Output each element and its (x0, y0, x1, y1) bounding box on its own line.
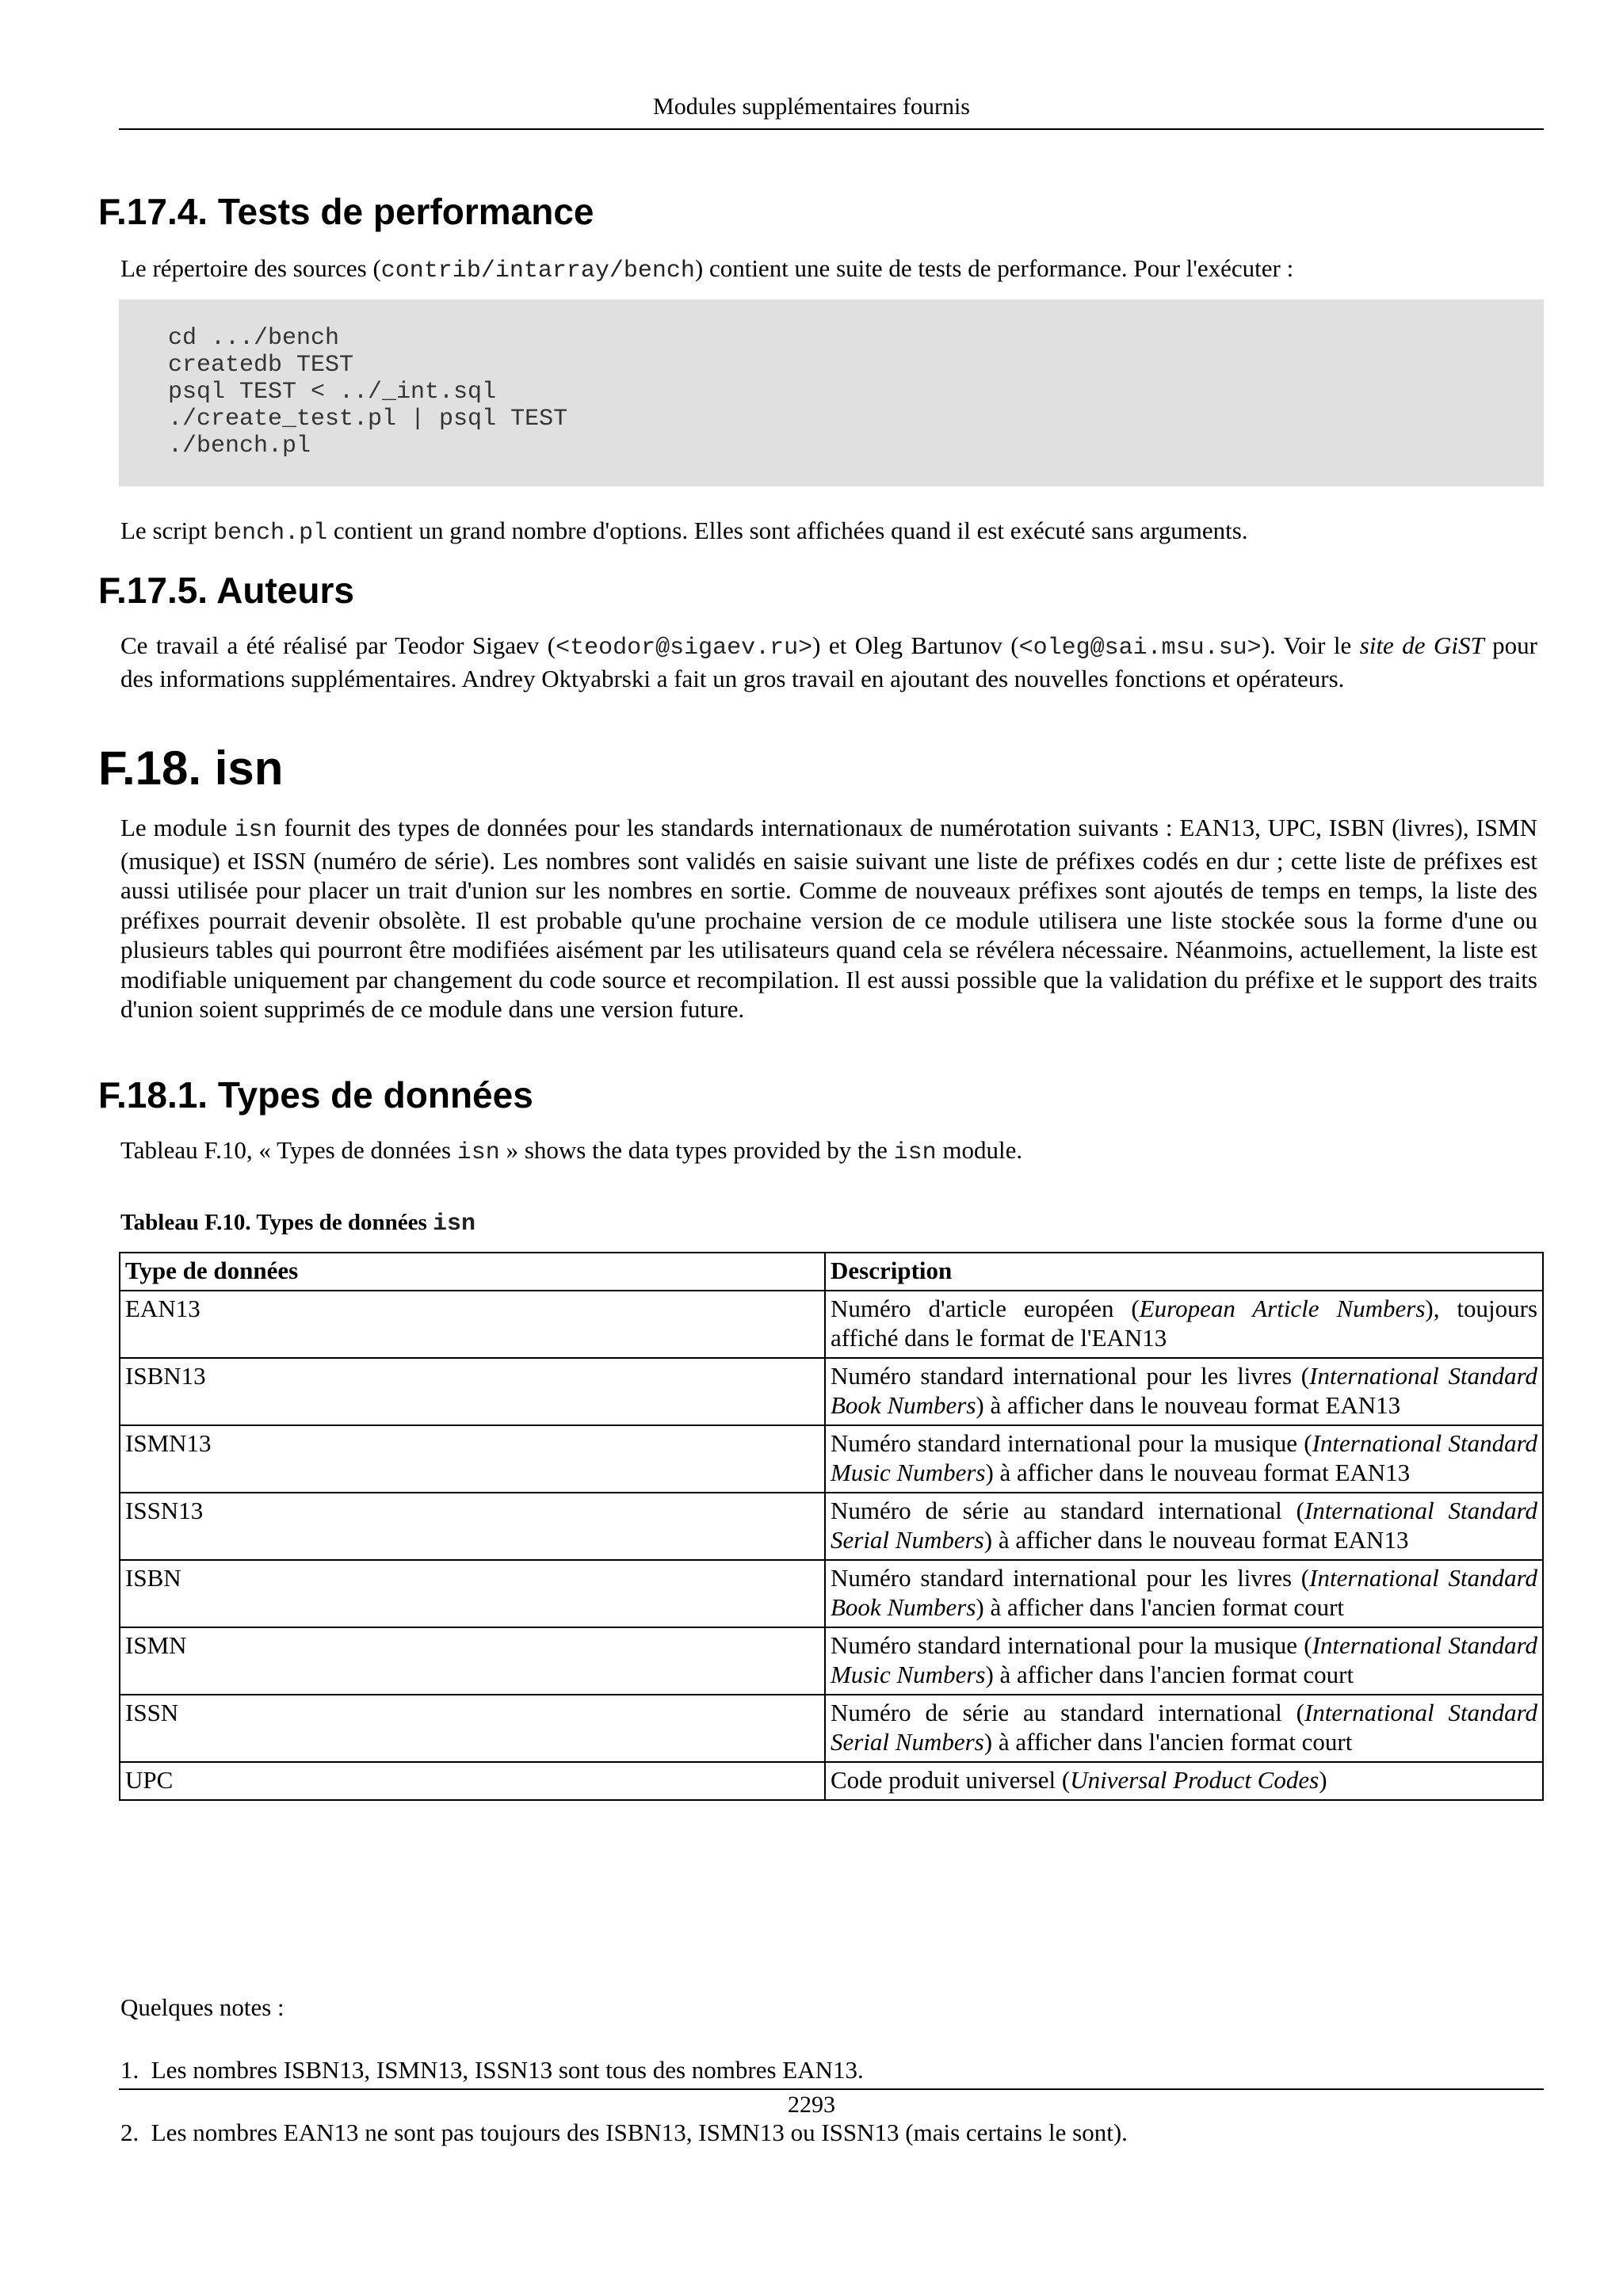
type-cell: ISMN13 (120, 1425, 825, 1493)
type-cell: ISBN13 (120, 1358, 825, 1425)
description-cell (825, 1358, 1543, 1425)
description-text: Numéro standard international pour les livres ( (831, 1362, 1310, 1390)
english-term: International Standard Book Numbers (831, 1564, 1537, 1621)
description-cell (825, 1762, 1543, 1800)
page-number: 2293 (788, 2092, 835, 2118)
type-cell: EAN13 (120, 1291, 825, 1358)
table-row (120, 1695, 1543, 1762)
email-link-teodor[interactable]: <teodor@sigaev.ru> (556, 635, 813, 662)
english-term: Universal Product Codes (1070, 1766, 1319, 1794)
description-cell (825, 1291, 1543, 1358)
caption-code: isn (433, 1211, 476, 1238)
type-cell: ISSN13 (120, 1493, 825, 1560)
list-number: 1. (120, 2056, 139, 2084)
table-row (120, 1560, 1543, 1627)
table-row (120, 1762, 1543, 1800)
description-text: ), toujours affiché dans le format de l'EAN13 (831, 1295, 1538, 1352)
running-header: Modules supplémentaires fournis (653, 93, 970, 120)
text: ) contient une suite de tests de performance. Pour l'exécuter : (694, 254, 1294, 282)
list-text: Les nombres EAN13 ne sont pas toujours des ISBN13, ISMN13 ou ISSN13 (mais certains le sont). (151, 2119, 1128, 2146)
header-type: Type de données (120, 1253, 825, 1291)
authors-paragraph (120, 631, 1537, 693)
description-text: Code produit universel ( (831, 1766, 1071, 1794)
table-body (120, 1291, 1543, 1800)
table-row (120, 1627, 1543, 1695)
inline-code-script: bench.pl (213, 520, 328, 547)
description-text: ) (1319, 1766, 1327, 1794)
chapter-heading-isn: F.18. isn (98, 742, 284, 795)
description-text: Numéro standard international pour les livres ( (831, 1564, 1310, 1592)
table-row (120, 1493, 1543, 1560)
description-text: Numéro standard international pour la musique ( (831, 1429, 1312, 1457)
description-cell (825, 1425, 1543, 1493)
table-header-row (120, 1253, 1543, 1291)
text: Le script (120, 517, 214, 544)
english-term: International Standard Music Numbers (831, 1631, 1537, 1688)
text: ). Voir le (1261, 631, 1360, 659)
code-block-content: cd .../bench createdb TEST psql TEST < ../_int.sql ./create_test.pl | psql TEST ./bench.pl (168, 325, 568, 460)
inline-code-isn: isn (456, 1139, 500, 1166)
notes-intro: Quelques notes : (120, 1993, 285, 2021)
list-text: Les nombres ISBN13, ISMN13, ISSN13 sont tous des nombres EAN13. (151, 2056, 864, 2084)
gist-site-link[interactable]: site de GiST (1359, 631, 1484, 659)
text: module. (936, 1136, 1023, 1164)
header-rule (119, 128, 1544, 130)
english-term: International Standard Book Numbers (831, 1362, 1537, 1419)
english-term: International Standard Serial Numbers (831, 1699, 1537, 1756)
english-term: International Standard Music Numbers (831, 1429, 1537, 1486)
data-types-table (119, 1252, 1544, 1801)
text: Le répertoire des sources ( (120, 254, 381, 282)
caption-text: Tableau F.10. Types de données (120, 1210, 433, 1235)
text: ) et Oleg Bartunov ( (812, 631, 1019, 659)
inline-code-isn: isn (893, 1139, 937, 1166)
type-cell: ISMN (120, 1627, 825, 1695)
text: » shows the data types provided by the (499, 1136, 894, 1164)
text: pour des informations supplémentaires. Andrey Oktyabrski a fait un gros travail en ajoutant des nouvelles fonctions et opérateurs. (120, 631, 1537, 692)
description-text: Numéro de série au standard international ( (831, 1497, 1304, 1524)
table-caption (120, 1210, 475, 1238)
description-cell (825, 1627, 1543, 1695)
description-text: ) à afficher dans le nouveau format EAN13 (976, 1391, 1401, 1419)
table-row (120, 1358, 1543, 1425)
footer-rule (119, 2088, 1544, 2090)
perf-intro-paragraph (120, 254, 1537, 287)
section-heading-tests-performance: F.17.4. Tests de performance (98, 191, 594, 232)
list-item (120, 2055, 1128, 2084)
table-reference-link[interactable]: Tableau F.10, « Types de données (120, 1136, 457, 1164)
list-item (120, 2118, 1128, 2147)
section-heading-auteurs: F.17.5. Auteurs (98, 570, 354, 611)
description-text: ) à afficher dans le nouveau format EAN13 (985, 1459, 1411, 1486)
inline-code-isn: isn (234, 817, 277, 844)
description-cell (825, 1560, 1543, 1627)
description-cell (825, 1493, 1543, 1560)
description-text: ) à afficher dans l'ancien format court (983, 1728, 1353, 1756)
description-text: Numéro standard international pour la musique ( (831, 1631, 1312, 1659)
table-row (120, 1425, 1543, 1493)
section-heading-types: F.18.1. Types de données (98, 1074, 533, 1116)
type-cell: ISBN (120, 1560, 825, 1627)
perf-note-paragraph (120, 516, 1537, 549)
text: Le module (120, 814, 235, 841)
type-cell: UPC (120, 1762, 825, 1800)
description-text: Numéro de série au standard international ( (831, 1699, 1304, 1726)
description-text: ) à afficher dans l'ancien format court (976, 1593, 1345, 1621)
code-block (119, 299, 1544, 486)
text: fournit des types de données pour les standards internationaux de numérotation suivants : EAN13, UPC, ISBN (livres), ISMN (musique) et ISSN (numéro de série). Les nombres sont validés en saisie suivant une liste de préfixes codés en dur ; cette liste de préfixes est aussi utilisée pour placer un trait d'union sur les nombres en sortie. Comme de nouveaux préfixes sont ajoutés de temps en temps, la liste des préfixes pourrait devenir obsolète. Il est probable qu'une prochaine version de ce module utilisera une liste stockée sous la forme d'une ou plusieurs tables qui pourront être modifiées aisément par les utilisateurs quand cela se révélera nécessaire. Néanmoins, actuellement, la liste est modifiable uniquement par changement du code source et recompilation. Il est aussi possible que la validation du préfixe et le support des traits d'union soient supprimés de ce module dans une version future. (120, 814, 1537, 1023)
description-text: ) à afficher dans le nouveau format EAN13 (983, 1526, 1409, 1554)
inline-code-path: contrib/intarray/bench (380, 257, 695, 284)
english-term: European Article Numbers (1139, 1295, 1426, 1322)
table-row (120, 1291, 1543, 1358)
description-text: Numéro d'article européen ( (831, 1295, 1140, 1322)
header-description: Description (825, 1253, 1543, 1291)
description-cell (825, 1695, 1543, 1762)
type-cell: ISSN (120, 1695, 825, 1762)
text: contient un grand nombre d'options. Elles sont affichées quand il est exécuté sans arguments. (327, 517, 1248, 544)
english-term: International Standard Serial Numbers (831, 1497, 1537, 1554)
types-intro-paragraph (120, 1135, 1537, 1169)
email-link-oleg[interactable]: <oleg@sai.msu.su> (1018, 635, 1262, 662)
notes-block (120, 1993, 1128, 2147)
text: Ce travail a été réalisé par Teodor Sigaev ( (120, 631, 556, 659)
list-number: 2. (120, 2119, 139, 2146)
isn-intro-paragraph (120, 813, 1537, 1024)
description-text: ) à afficher dans l'ancien format court (985, 1661, 1354, 1688)
